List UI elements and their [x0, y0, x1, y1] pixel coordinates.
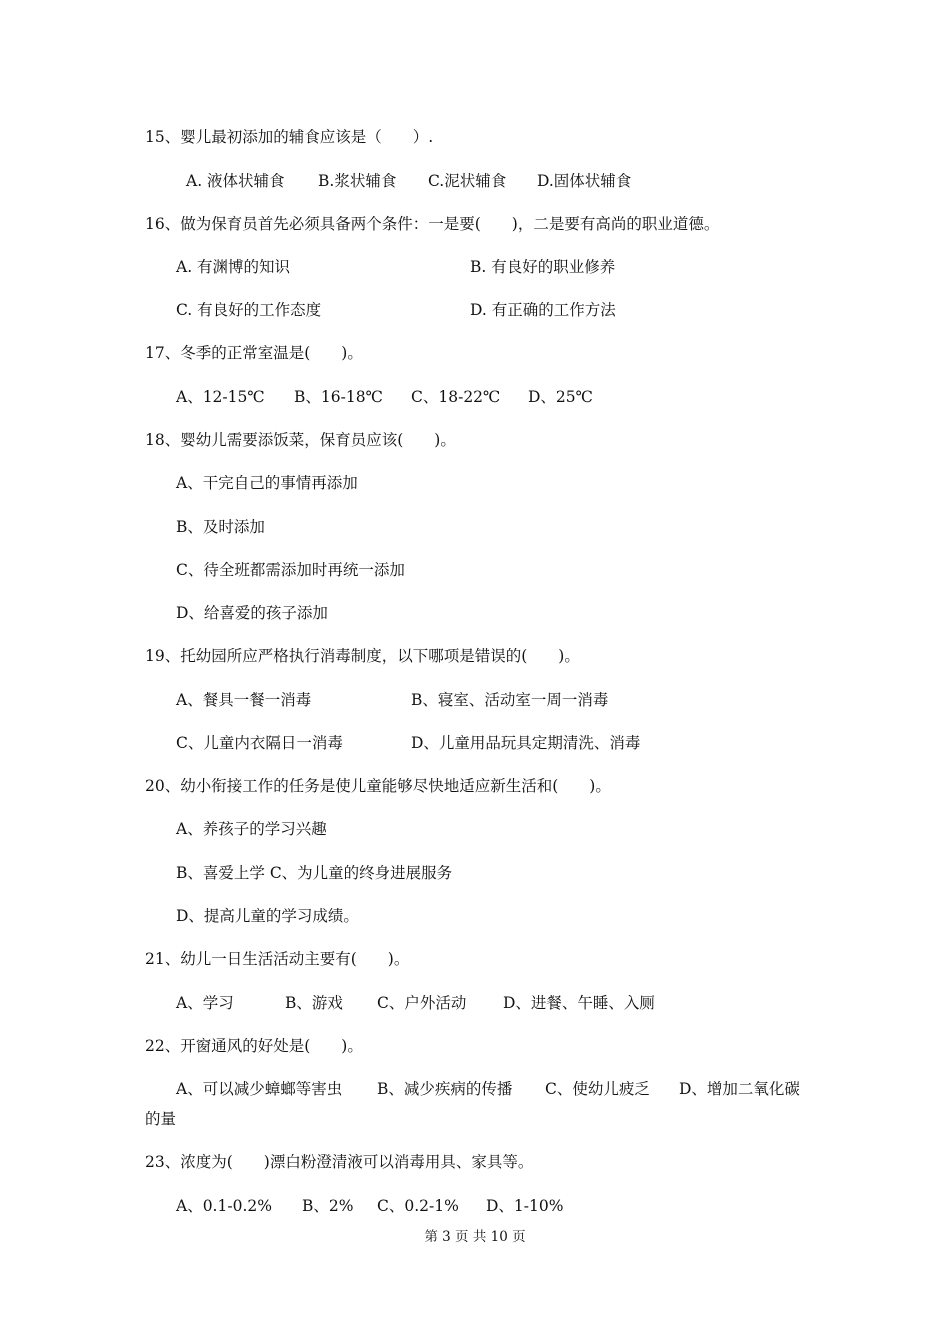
question-21-option-d: D、进餐、午睡、入厕	[503, 994, 655, 1012]
question-19-option-b: B、寝室、活动室一周一消毒	[411, 691, 609, 709]
question-19-stem: 19、托幼园所应严格执行消毒制度，以下哪项是错误的( )。	[145, 647, 580, 665]
question-20-option-b: B、喜爱上学 C、为儿童的终身进展服务	[176, 864, 453, 882]
question-17-option-a: A、12-15℃	[176, 388, 265, 406]
question-22-option-c: C、使幼儿疲乏	[545, 1080, 650, 1098]
question-21-option-c: C、户外活动	[377, 994, 467, 1012]
question-20-option-a: A、养孩子的学习兴趣	[176, 820, 327, 838]
question-16-option-b: B. 有良好的职业修养	[470, 258, 616, 276]
question-22-option-d: D、增加二氧化碳	[679, 1080, 800, 1098]
question-16-stem: 16、做为保育员首先必须具备两个条件：一是要( )，二是要有高尚的职业道德。	[145, 215, 720, 233]
question-15-option-a: A. 液体状辅食	[186, 172, 285, 190]
question-18-option-b: B、及时添加	[176, 518, 265, 536]
question-18-option-a: A、干完自己的事情再添加	[176, 474, 358, 492]
question-15-option-b: B.浆状辅食	[318, 172, 397, 190]
question-22-option-a: A、可以减少蟑螂等害虫	[176, 1080, 343, 1098]
question-18-option-d: D、给喜爱的孩子添加	[176, 604, 328, 622]
question-19-option-c: C、儿童内衣隔日一消毒	[176, 734, 343, 752]
question-15-stem: 15、婴儿最初添加的辅食应该是（ ）.	[145, 128, 434, 146]
question-23-stem: 23、浓度为( )漂白粉澄清液可以消毒用具、家具等。	[145, 1153, 534, 1171]
question-18-option-c: C、待全班都需添加时再统一添加	[176, 561, 405, 579]
question-15-option-c: C.泥状辅食	[428, 172, 507, 190]
question-21-stem: 21、幼儿一日生活活动主要有( )。	[145, 950, 410, 968]
question-21-option-b: B、游戏	[285, 994, 343, 1012]
question-23-option-a: A、0.1-0.2%	[176, 1197, 272, 1215]
question-19-option-d: D、儿童用品玩具定期清洗、消毒	[411, 734, 641, 752]
question-17-option-b: B、16-18℃	[294, 388, 383, 406]
page-number-footer: 第 3 页 共 10 页	[424, 1229, 526, 1245]
question-18-stem: 18、婴幼儿需要添饭菜，保育员应该( )。	[145, 431, 456, 449]
question-20-option-d: D、提高儿童的学习成绩。	[176, 907, 359, 925]
question-22-option-b: B、减少疾病的传播	[377, 1080, 513, 1098]
question-17-stem: 17、冬季的正常室温是( )。	[145, 344, 363, 362]
question-19-option-a: A、餐具一餐一消毒	[176, 691, 312, 709]
question-22-stem: 22、开窗通风的好处是( )。	[145, 1037, 363, 1055]
question-21-option-a: A、学习	[176, 994, 234, 1012]
question-16-option-d: D. 有正确的工作方法	[470, 301, 616, 319]
question-17-option-c: C、18-22℃	[411, 388, 501, 406]
question-17-option-d: D、25℃	[528, 388, 593, 406]
question-16-option-c: C. 有良好的工作态度	[176, 301, 322, 319]
question-20-stem: 20、幼小衔接工作的任务是使儿童能够尽快地适应新生活和( )。	[145, 777, 611, 795]
question-23-option-d: D、1-10%	[486, 1197, 564, 1215]
question-22-option-d-continuation: 的量	[145, 1110, 177, 1128]
question-23-option-b: B、2%	[302, 1197, 354, 1215]
question-16-option-a: A. 有渊博的知识	[176, 258, 291, 276]
question-15-option-d: D.固体状辅食	[537, 172, 632, 190]
question-23-option-c: C、0.2-1%	[377, 1197, 459, 1215]
